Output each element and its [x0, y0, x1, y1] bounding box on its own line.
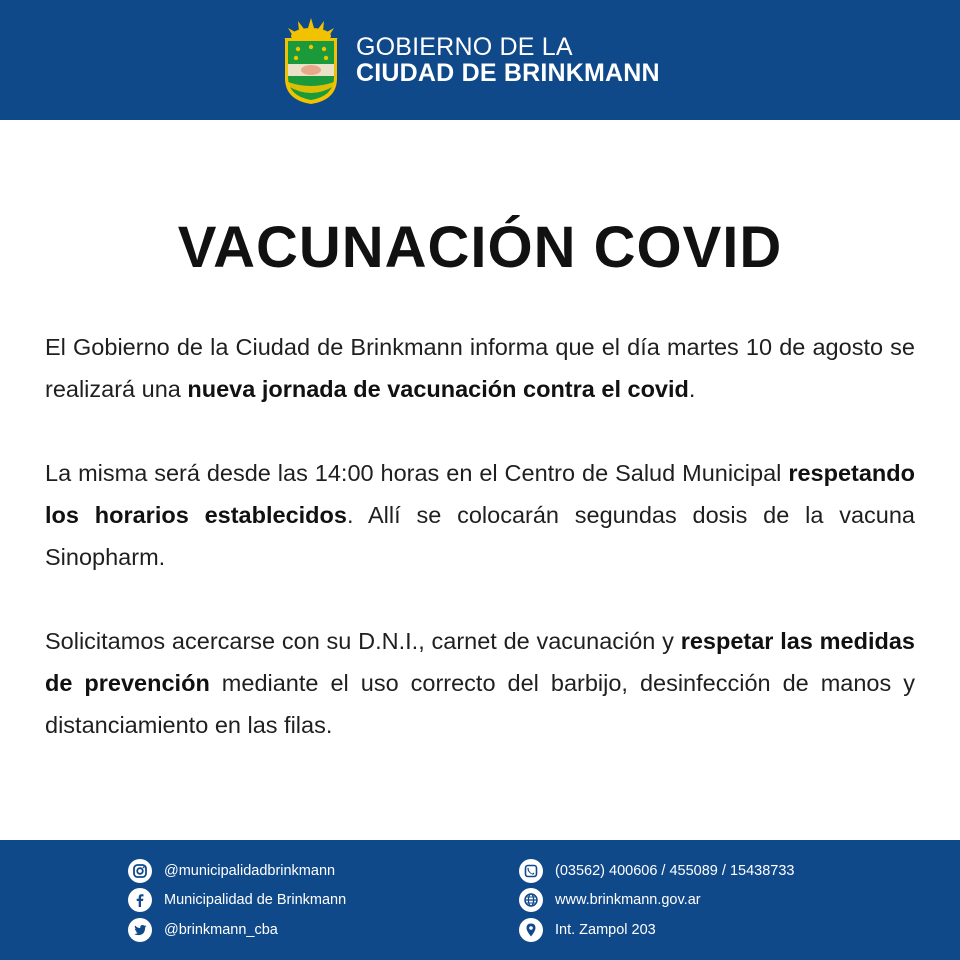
phone-icon [519, 859, 543, 883]
p2-bold: respetando los horarios establecidos [45, 460, 915, 528]
p1-text-end: . [688, 376, 696, 402]
footer-website[interactable] [519, 888, 701, 912]
instagram-handle: @municipalidadbrinkmann [164, 863, 336, 879]
footer-instagram[interactable] [128, 859, 335, 883]
p3-bold: respetar las medidas de prevención [45, 628, 915, 696]
paragraph-3 [45, 620, 915, 746]
brand-text [356, 34, 660, 87]
page-title: VACUNACIÓN COVID [177, 215, 783, 280]
brand-line-2: CIUDAD DE BRINKMANN [356, 59, 660, 88]
p3-text-start: Solicitamos acercarse con su D.N.I., carnet de vacunación y [45, 628, 681, 654]
location-pin-icon [519, 918, 543, 942]
globe-icon [519, 888, 543, 912]
footer-phone[interactable] [519, 859, 794, 883]
announcement-body [45, 326, 915, 788]
city-crest-logo [280, 16, 342, 106]
facebook-page: Municipalidad de Brinkmann [164, 892, 347, 908]
brand-line-1: GOBIERNO DE LA [356, 33, 573, 61]
twitter-handle: @brinkmann_cba [164, 922, 278, 938]
twitter-icon [128, 918, 152, 942]
p1-bold: nueva jornada de vacunación contra el covid [187, 376, 689, 402]
header-bar [0, 0, 960, 120]
paragraph-1 [45, 326, 915, 410]
footer-twitter[interactable] [128, 918, 278, 942]
website-url: www.brinkmann.gov.ar [555, 892, 701, 908]
p2-text-end: . Allí se colocarán segundas dosis de la vacuna Sinopharm. [45, 502, 916, 570]
footer-bar [0, 840, 960, 960]
street-address: Int. Zampol 203 [555, 922, 656, 938]
instagram-icon [128, 859, 152, 883]
footer-address[interactable] [519, 918, 656, 942]
phone-numbers: (03562) 400606 / 455089 / 15438733 [555, 863, 795, 879]
p1-text-start: El Gobierno de la Ciudad de Brinkmann informa que el día martes 10 de agosto se realizará una [45, 334, 915, 402]
p3-text-end: mediante el uso correcto del barbijo, desinfección de manos y distanciamiento en las filas. [45, 670, 916, 738]
paragraph-2 [45, 452, 915, 578]
p2-text-start: La misma será desde las 14:00 horas en el Centro de Salud Municipal [45, 460, 789, 486]
footer-facebook[interactable] [128, 888, 346, 912]
facebook-icon [128, 888, 152, 912]
